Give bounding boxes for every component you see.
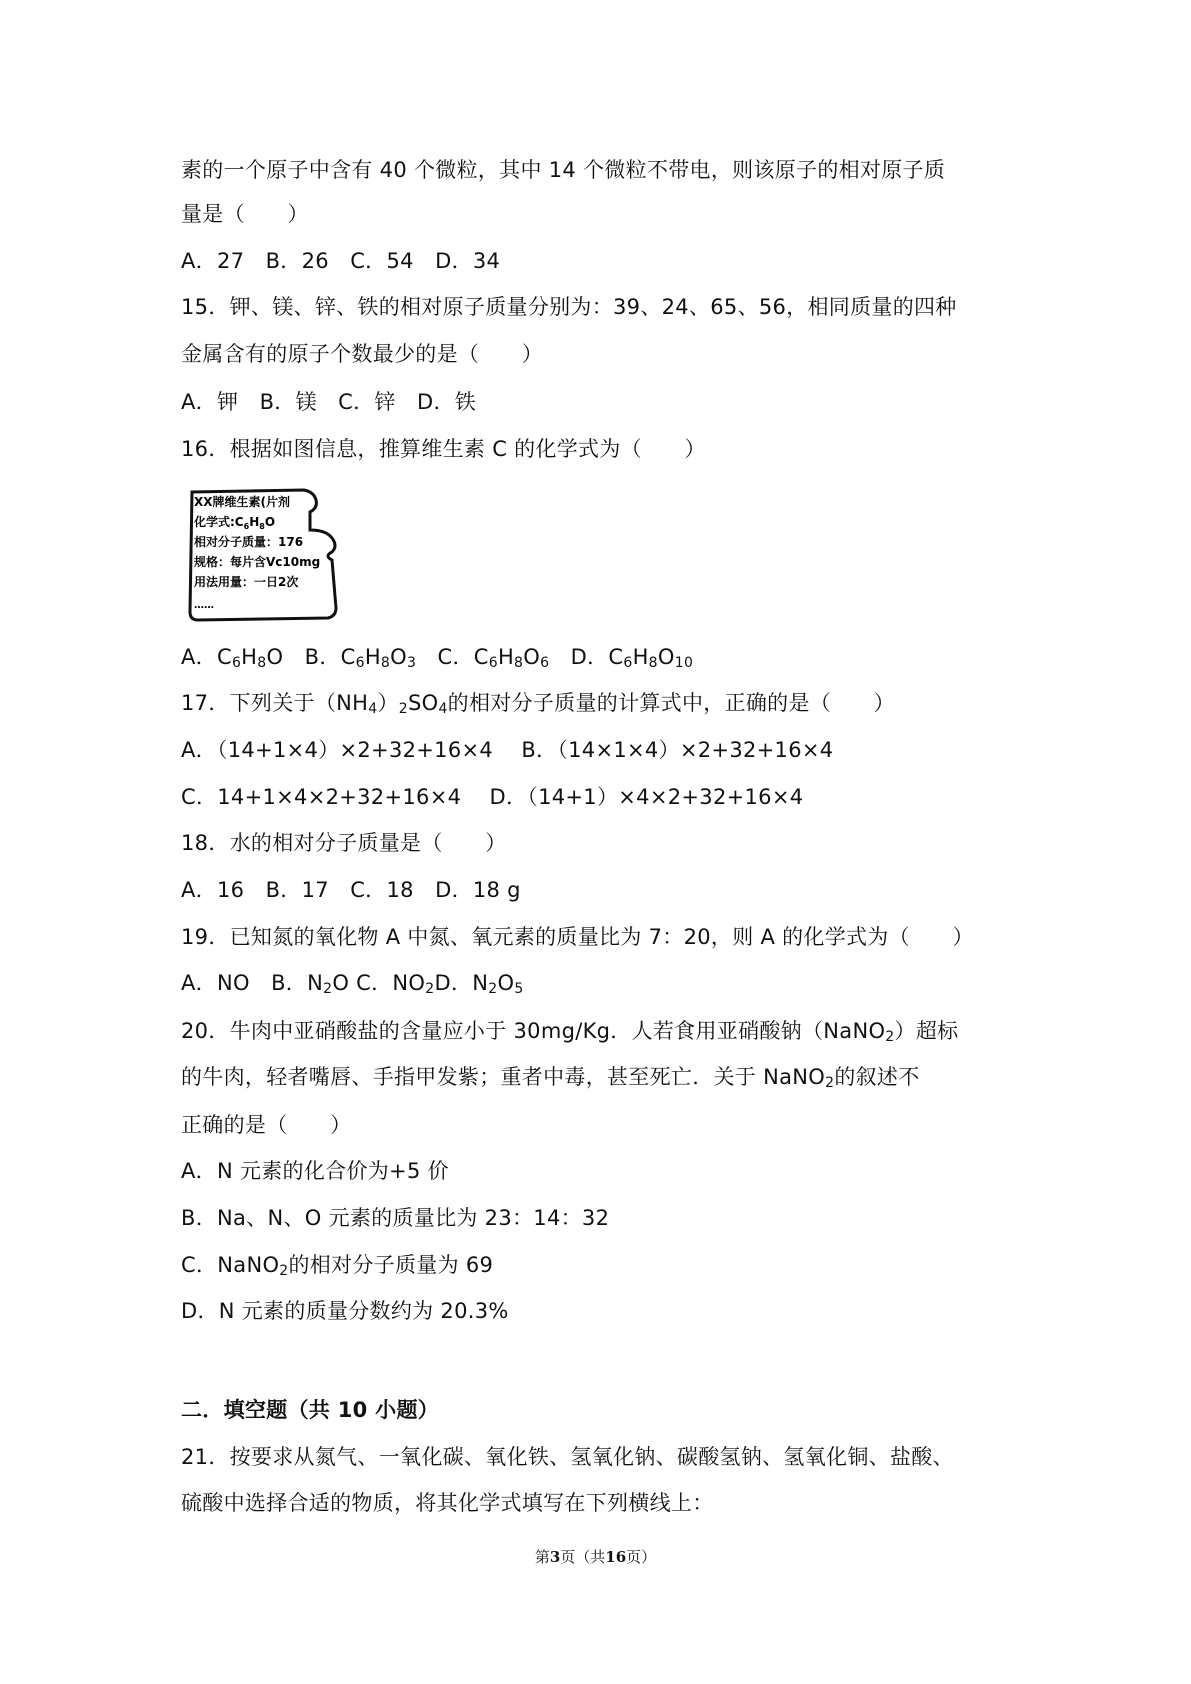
q21-line1: 21．按要求从氮气、一氧化碳、氧化铁、氢氧化钠、碳酸氢钠、氢氧化铜、盐酸、 xyxy=(181,1445,954,1469)
label-line5: 用法用量：一日2次 xyxy=(194,575,299,589)
q17-line1: 17．下列关于$(NH_4)_2SO_4$的相对分子质量的计算式中，正确的是（ ） xyxy=(181,691,895,717)
q19-line1: 19．已知氮的氧化物 A 中氮、氧元素的质量比为 7：20，则 A 的化学式为（ ） xyxy=(181,925,974,949)
section-2-title: 二．填空题（共 10 小题） xyxy=(181,1398,440,1422)
q18-line1: 18．水的相对分子质量是（ ） xyxy=(181,831,507,855)
label-line3: 相对分子质量：176 xyxy=(194,535,304,549)
q20-line1: 20．牛肉中亚硝酸盐的含量应小于 30mg/Kg．人若食用亚硝酸钠（NaNO$_2$）超标 xyxy=(181,1019,959,1045)
q17-options-cd: C．14+1×4×2+32+16×4 D．（14+1）×4×2+32+16×4 xyxy=(181,785,804,809)
label-line1: XX牌维生素(片剂 xyxy=(194,495,290,509)
page-footer: 第3页（共16页） xyxy=(534,1548,657,1566)
q14-line2: 量是（ ） xyxy=(181,202,309,226)
q15-line2: 金属含有的原子个数最少的是（ ） xyxy=(181,342,544,366)
q21-line2: 硫酸中选择合适的物质，将其化学式填写在下列横线上： xyxy=(181,1491,714,1515)
q15-options: A．钾 B．镁 C．锌 D．铁 xyxy=(181,390,477,414)
q19-options: A．NO B．$N_2O$ C．$NO_2D$．$N_2O_5$ xyxy=(181,971,524,997)
label-line2: 化学式$:C_6H_8O$ xyxy=(194,515,276,531)
q20-option-b: B．Na、N、O 元素的质量比为 23：14：32 xyxy=(181,1206,610,1230)
q15-line1: 15．钾、镁、锌、铁的相对原子质量分别为：39、24、65、56，相同质量的四种 xyxy=(181,295,957,319)
q20-line2: 的牛肉，轻者嘴唇、手指甲发紫；重者中毒，甚至死亡．关于 NaNO$_2$的叙述不 xyxy=(181,1065,920,1091)
q20-option-d: D．N 元素的质量分数约为 20.3% xyxy=(181,1299,509,1323)
label-line6: …… xyxy=(194,600,214,611)
q14-options: A．27 B．26 C．54 D．34 xyxy=(181,249,501,273)
q20-line3: 正确的是（ ） xyxy=(181,1113,352,1137)
q17-options-ab: A．（14+1×4）×2+32+16×4 B．（14×1×4）×2+32+16×4 xyxy=(181,738,834,762)
q18-options: A．16 B．17 C．18 D．18 g xyxy=(181,878,521,902)
q16-options: A．$C_6H_8O$ B．$C_6H_8O_3$ C．$C_6H_8O_6$ D．$C_6H_8O_{10}$ xyxy=(181,645,694,671)
vitamin-c-label-image xyxy=(186,486,352,622)
q14-line1: 素的一个原子中含有 40 个微粒，其中 14 个微粒不带电，则该原子的相对原子质 xyxy=(181,158,946,182)
q20-option-c: C．NaNO$_2$的相对分子质量为 69 xyxy=(181,1253,494,1279)
q20-option-a: A．N 元素的化合价为+5 价 xyxy=(181,1159,449,1183)
label-line4: 规格：每片含Vc10mg xyxy=(194,555,321,569)
q16-line1: 16．根据如图信息，推算维生素 C 的化学式为（ ） xyxy=(181,437,706,461)
